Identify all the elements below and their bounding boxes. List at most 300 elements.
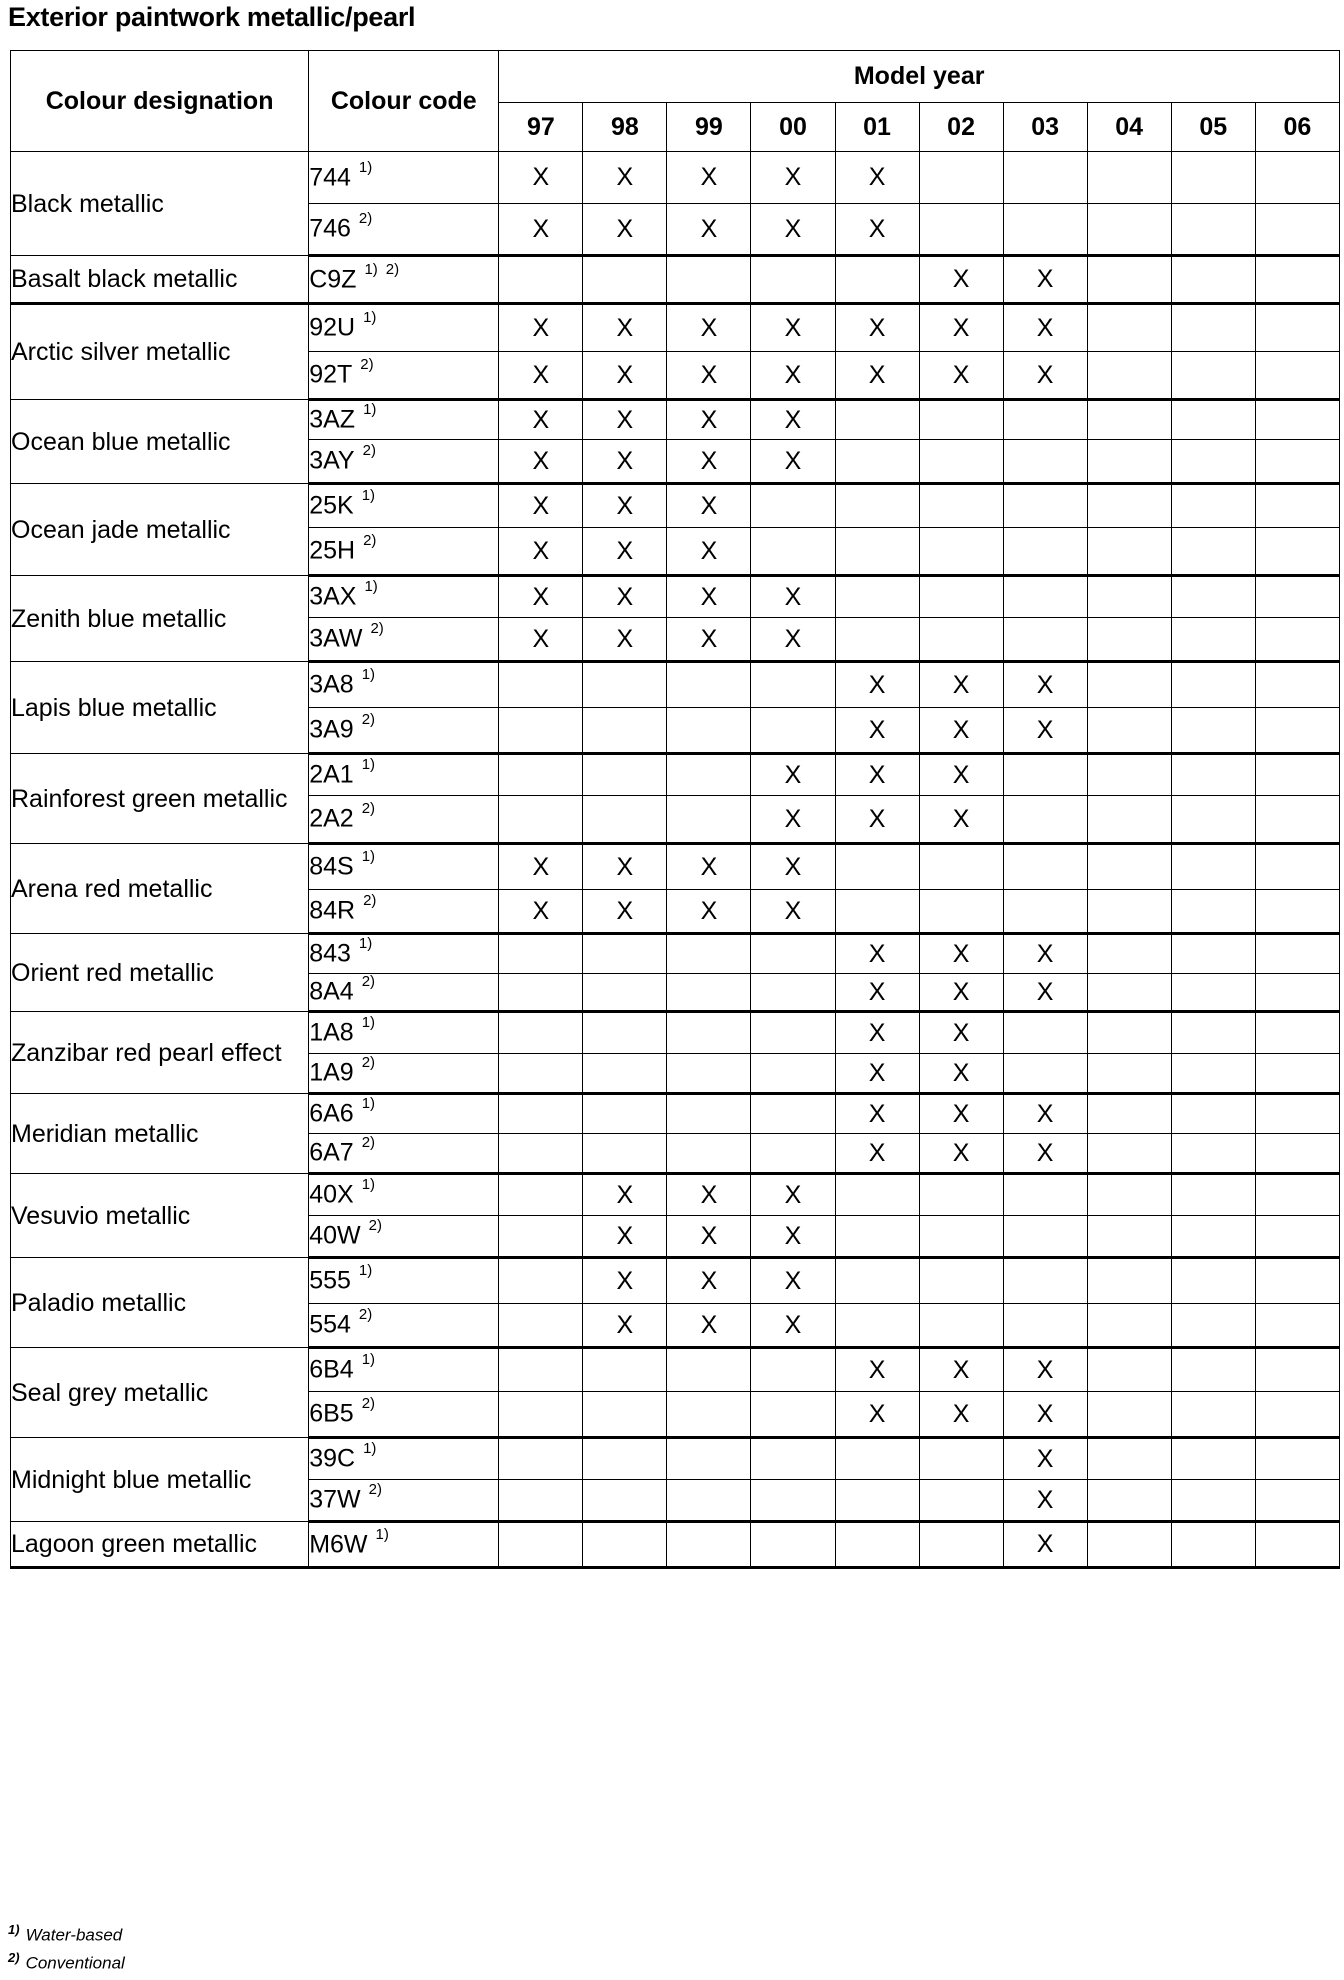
year-cell-98 — [583, 618, 667, 662]
year-cell-99 — [667, 1134, 751, 1174]
year-cell-00 — [751, 1054, 835, 1094]
footnote-text: Conventional — [25, 1953, 125, 1973]
colour-code: 3AW — [309, 624, 363, 653]
year-cell-06 — [1255, 1348, 1339, 1392]
year-cell-06 — [1255, 796, 1339, 844]
year-cell-05 — [1171, 1438, 1255, 1480]
year-cell-04 — [1087, 440, 1171, 484]
availability-mark: X — [700, 1180, 718, 1209]
year-cell-02 — [919, 484, 1003, 528]
year-cell-04 — [1087, 1258, 1171, 1304]
table-body — [11, 152, 1340, 1568]
availability-mark: X — [952, 977, 970, 1006]
year-cell-06 — [1255, 1174, 1339, 1216]
year-cell-05 — [1171, 890, 1255, 934]
year-cell-97 — [499, 890, 583, 934]
year-cell-01 — [835, 1480, 919, 1522]
year-cell-98 — [583, 152, 667, 204]
colour-designation-header: Colour designation — [11, 51, 309, 152]
colour-code-cell — [309, 844, 499, 890]
year-cell-02 — [919, 256, 1003, 304]
year-cell-99 — [667, 528, 751, 576]
year-cell-97 — [499, 152, 583, 204]
year-cell-05 — [1171, 304, 1255, 352]
year-cell-02 — [919, 528, 1003, 576]
table-row — [11, 1348, 1340, 1392]
colour-designation-cell: Vesuvio metallic — [11, 1174, 309, 1258]
year-cell-01 — [835, 440, 919, 484]
year-header-00: 00 — [751, 103, 835, 152]
footnote-ref: 1) — [361, 487, 376, 505]
year-cell-04 — [1087, 204, 1171, 256]
colour-code-cell — [309, 662, 499, 708]
year-cell-05 — [1171, 662, 1255, 708]
year-cell-01 — [835, 400, 919, 440]
table-row — [11, 256, 1340, 304]
availability-mark: X — [616, 405, 634, 434]
availability-mark: X — [952, 265, 970, 293]
year-cell-97 — [499, 1522, 583, 1568]
colour-code-cell — [309, 754, 499, 796]
footnote-ref: 2) — [362, 442, 376, 460]
footnote — [8, 1950, 125, 1974]
colour-code: 8A4 — [309, 977, 354, 1006]
year-cell-02 — [919, 152, 1003, 204]
year-cell-99 — [667, 352, 751, 400]
availability-mark: X — [952, 1018, 970, 1047]
year-cell-99 — [667, 204, 751, 256]
year-cell-98 — [583, 1304, 667, 1348]
colour-code: 37W — [309, 1485, 361, 1514]
year-cell-98 — [583, 844, 667, 890]
availability-mark: X — [532, 896, 550, 925]
colour-code-cell — [309, 1304, 499, 1348]
year-cell-00 — [751, 400, 835, 440]
year-cell-97 — [499, 1054, 583, 1094]
year-cell-01 — [835, 1348, 919, 1392]
year-header-97: 97 — [499, 103, 583, 152]
year-cell-05 — [1171, 400, 1255, 440]
year-cell-97 — [499, 304, 583, 352]
availability-mark: X — [784, 313, 802, 342]
year-cell-03 — [1003, 528, 1087, 576]
colour-code-cell — [309, 440, 499, 484]
colour-code-cell — [309, 974, 499, 1012]
year-cell-00 — [751, 528, 835, 576]
footnote-mark: 2) — [8, 1950, 20, 1965]
year-cell-05 — [1171, 708, 1255, 754]
year-cell-02 — [919, 1012, 1003, 1054]
year-cell-03 — [1003, 440, 1087, 484]
table-row — [11, 1438, 1340, 1480]
availability-mark: X — [532, 491, 550, 520]
availability-mark: X — [784, 405, 802, 434]
year-cell-98 — [583, 1174, 667, 1216]
year-cell-03 — [1003, 1216, 1087, 1258]
year-cell-04 — [1087, 708, 1171, 754]
year-cell-01 — [835, 844, 919, 890]
colour-designation-cell: Arctic silver metallic — [11, 304, 309, 400]
year-cell-04 — [1087, 304, 1171, 352]
availability-mark: X — [868, 670, 886, 699]
year-cell-99 — [667, 1012, 751, 1054]
availability-mark: X — [868, 715, 886, 744]
year-cell-00 — [751, 1258, 835, 1304]
footnote-ref: 2) — [363, 892, 377, 910]
year-cell-01 — [835, 890, 919, 934]
year-cell-05 — [1171, 1174, 1255, 1216]
footnote-text: Water-based — [25, 1925, 123, 1945]
availability-mark: X — [532, 582, 550, 611]
colour-code: 25K — [309, 491, 354, 520]
availability-mark: X — [784, 804, 802, 833]
footnote-ref: 1) — [364, 578, 378, 596]
table-row — [11, 754, 1340, 796]
year-cell-00 — [751, 484, 835, 528]
year-cell-01 — [835, 1054, 919, 1094]
year-cell-97 — [499, 528, 583, 576]
table-row — [11, 1174, 1340, 1216]
year-cell-04 — [1087, 1012, 1171, 1054]
colour-code: 2A2 — [309, 804, 354, 833]
year-cell-04 — [1087, 1304, 1171, 1348]
availability-mark: X — [532, 624, 550, 653]
year-cell-05 — [1171, 1522, 1255, 1568]
year-cell-03 — [1003, 352, 1087, 400]
availability-mark: X — [952, 1399, 970, 1428]
year-cell-98 — [583, 1480, 667, 1522]
year-cell-01 — [835, 352, 919, 400]
availability-mark: X — [532, 405, 550, 434]
availability-mark: X — [616, 1221, 634, 1250]
availability-mark: X — [952, 360, 970, 389]
year-cell-99 — [667, 1480, 751, 1522]
year-header-98: 98 — [583, 103, 667, 152]
year-cell-00 — [751, 256, 835, 304]
year-cell-02 — [919, 1438, 1003, 1480]
year-cell-99 — [667, 1216, 751, 1258]
year-cell-06 — [1255, 662, 1339, 708]
year-cell-98 — [583, 1054, 667, 1094]
year-cell-05 — [1171, 484, 1255, 528]
year-cell-03 — [1003, 974, 1087, 1012]
availability-mark: X — [1036, 1485, 1054, 1514]
year-cell-01 — [835, 708, 919, 754]
year-cell-04 — [1087, 1134, 1171, 1174]
year-cell-01 — [835, 152, 919, 204]
colour-code-cell — [309, 400, 499, 440]
colour-designation-cell: Paladio metallic — [11, 1258, 309, 1348]
year-cell-98 — [583, 576, 667, 618]
footnote-ref: 2) — [368, 1481, 382, 1499]
year-cell-06 — [1255, 528, 1339, 576]
footnote-ref: 2) — [361, 711, 376, 729]
year-cell-97 — [499, 1094, 583, 1134]
colour-code: C9Z — [309, 265, 357, 294]
colour-code: M6W — [309, 1530, 368, 1559]
table-row — [11, 576, 1340, 618]
colour-code: 92T — [309, 360, 353, 389]
availability-mark: X — [1036, 1444, 1054, 1473]
table-row — [11, 1012, 1340, 1054]
year-cell-04 — [1087, 974, 1171, 1012]
table-row — [11, 662, 1340, 708]
availability-mark: X — [1036, 1099, 1054, 1128]
table-row — [11, 1094, 1340, 1134]
year-cell-02 — [919, 1134, 1003, 1174]
year-cell-06 — [1255, 1392, 1339, 1438]
availability-mark: X — [868, 977, 886, 1006]
availability-mark: X — [700, 163, 718, 191]
year-cell-97 — [499, 618, 583, 662]
footnote-ref: 1) — [361, 1176, 376, 1194]
year-cell-00 — [751, 1174, 835, 1216]
year-cell-97 — [499, 1012, 583, 1054]
year-cell-02 — [919, 352, 1003, 400]
year-cell-03 — [1003, 754, 1087, 796]
footnote-ref: 1) — [363, 1440, 377, 1458]
year-cell-02 — [919, 662, 1003, 708]
year-cell-01 — [835, 618, 919, 662]
year-cell-99 — [667, 1094, 751, 1134]
availability-mark: X — [700, 491, 718, 520]
year-cell-99 — [667, 256, 751, 304]
year-cell-99 — [667, 304, 751, 352]
year-cell-02 — [919, 708, 1003, 754]
availability-mark: X — [868, 313, 886, 342]
year-cell-01 — [835, 754, 919, 796]
year-cell-97 — [499, 1174, 583, 1216]
colour-designation-cell: Lagoon green metallic — [11, 1522, 309, 1568]
availability-mark: X — [700, 852, 718, 881]
year-cell-06 — [1255, 1438, 1339, 1480]
year-cell-99 — [667, 708, 751, 754]
year-cell-98 — [583, 484, 667, 528]
availability-mark: X — [784, 446, 802, 475]
year-cell-03 — [1003, 662, 1087, 708]
table-row — [11, 484, 1340, 528]
year-cell-98 — [583, 1348, 667, 1392]
availability-mark: X — [700, 1310, 718, 1339]
year-cell-06 — [1255, 844, 1339, 890]
year-cell-05 — [1171, 934, 1255, 974]
footnote-ref: 1) — [358, 1262, 373, 1280]
year-cell-02 — [919, 618, 1003, 662]
colour-designation-cell: Midnight blue metallic — [11, 1438, 309, 1522]
year-cell-06 — [1255, 1480, 1339, 1522]
footnote-ref: 2) — [358, 1306, 373, 1324]
year-cell-00 — [751, 1522, 835, 1568]
colour-code-cell — [309, 204, 499, 256]
colour-code: 3A9 — [309, 715, 354, 744]
year-cell-99 — [667, 576, 751, 618]
availability-mark: X — [700, 405, 718, 434]
availability-mark: X — [616, 1310, 634, 1339]
year-cell-03 — [1003, 618, 1087, 662]
year-cell-03 — [1003, 1522, 1087, 1568]
year-cell-00 — [751, 890, 835, 934]
colour-code-cell — [309, 1348, 499, 1392]
availability-mark: X — [952, 670, 970, 699]
year-cell-03 — [1003, 576, 1087, 618]
year-cell-02 — [919, 1480, 1003, 1522]
availability-mark: X — [784, 624, 802, 653]
colour-code-cell — [309, 484, 499, 528]
availability-mark: X — [784, 214, 802, 243]
year-cell-99 — [667, 796, 751, 844]
availability-mark: X — [1036, 1355, 1054, 1384]
year-cell-04 — [1087, 484, 1171, 528]
year-cell-05 — [1171, 204, 1255, 256]
year-cell-01 — [835, 304, 919, 352]
footnote-ref: 1) — [375, 1525, 389, 1543]
year-cell-05 — [1171, 528, 1255, 576]
footnote-mark: 1) — [8, 1922, 20, 1937]
year-cell-00 — [751, 618, 835, 662]
year-cell-06 — [1255, 152, 1339, 204]
availability-mark: X — [868, 1355, 886, 1384]
year-cell-01 — [835, 662, 919, 708]
availability-mark: X — [952, 1099, 970, 1128]
year-cell-01 — [835, 576, 919, 618]
year-cell-98 — [583, 440, 667, 484]
year-cell-02 — [919, 576, 1003, 618]
colour-code: 2A1 — [309, 760, 354, 789]
year-cell-98 — [583, 754, 667, 796]
year-header-99: 99 — [667, 103, 751, 152]
year-cell-04 — [1087, 1216, 1171, 1258]
availability-mark: X — [616, 896, 634, 925]
colour-code: 843 — [309, 939, 351, 968]
year-cell-04 — [1087, 796, 1171, 844]
year-cell-04 — [1087, 152, 1171, 204]
colour-code: 746 — [309, 214, 351, 243]
availability-mark: X — [616, 582, 634, 611]
year-cell-05 — [1171, 1392, 1255, 1438]
availability-mark: X — [532, 214, 550, 243]
availability-mark: X — [1036, 939, 1054, 968]
table-row — [11, 400, 1340, 440]
availability-mark: X — [700, 1221, 718, 1250]
footnote-ref: 1) — [361, 756, 376, 774]
year-cell-05 — [1171, 844, 1255, 890]
colour-code-header: Colour code — [309, 51, 499, 152]
availability-mark: X — [532, 446, 550, 475]
year-cell-99 — [667, 484, 751, 528]
year-cell-97 — [499, 662, 583, 708]
colour-code: 1A8 — [309, 1018, 354, 1047]
year-cell-00 — [751, 204, 835, 256]
year-cell-05 — [1171, 1348, 1255, 1392]
year-cell-01 — [835, 934, 919, 974]
colour-code-cell — [309, 618, 499, 662]
colour-code-cell — [309, 1174, 499, 1216]
year-cell-97 — [499, 256, 583, 304]
year-cell-03 — [1003, 152, 1087, 204]
year-cell-98 — [583, 204, 667, 256]
year-cell-06 — [1255, 304, 1339, 352]
year-cell-98 — [583, 1522, 667, 1568]
year-cell-02 — [919, 754, 1003, 796]
footnote-ref: 2) — [361, 973, 376, 991]
availability-mark: X — [868, 163, 886, 191]
footnote-ref: 1) — [358, 158, 373, 176]
availability-mark: X — [784, 360, 802, 389]
colour-code-cell — [309, 1392, 499, 1438]
year-cell-98 — [583, 528, 667, 576]
colour-code: 6A6 — [309, 1099, 354, 1128]
year-cell-01 — [835, 528, 919, 576]
availability-mark: X — [700, 313, 718, 342]
year-cell-05 — [1171, 440, 1255, 484]
availability-mark: X — [616, 360, 634, 389]
year-cell-99 — [667, 440, 751, 484]
availability-mark: X — [952, 760, 970, 789]
year-cell-97 — [499, 1216, 583, 1258]
footnote-ref: 1) — [363, 309, 377, 327]
colour-code-cell — [309, 256, 499, 304]
colour-designation-cell: Ocean blue metallic — [11, 400, 309, 484]
year-cell-02 — [919, 304, 1003, 352]
year-cell-03 — [1003, 256, 1087, 304]
year-header-06: 06 — [1255, 103, 1339, 152]
year-cell-06 — [1255, 1054, 1339, 1094]
year-cell-05 — [1171, 1054, 1255, 1094]
availability-mark: X — [868, 1018, 886, 1047]
year-cell-98 — [583, 304, 667, 352]
colour-code: 84S — [309, 852, 354, 881]
availability-mark: X — [616, 624, 634, 653]
colour-code-cell — [309, 1094, 499, 1134]
year-cell-04 — [1087, 352, 1171, 400]
year-cell-04 — [1087, 1348, 1171, 1392]
year-cell-02 — [919, 844, 1003, 890]
year-cell-98 — [583, 400, 667, 440]
availability-mark: X — [1036, 977, 1054, 1006]
year-cell-99 — [667, 1348, 751, 1392]
availability-mark: X — [616, 1180, 634, 1209]
availability-mark: X — [532, 360, 550, 389]
year-cell-05 — [1171, 1094, 1255, 1134]
year-cell-06 — [1255, 352, 1339, 400]
availability-mark: X — [616, 214, 634, 243]
year-cell-99 — [667, 1392, 751, 1438]
footnote-ref: 1) — [361, 848, 376, 866]
year-cell-99 — [667, 974, 751, 1012]
colour-designation-cell: Ocean jade metallic — [11, 484, 309, 576]
year-cell-99 — [667, 934, 751, 974]
year-cell-01 — [835, 1216, 919, 1258]
colour-code: 40X — [309, 1180, 354, 1209]
colour-code: 25H — [309, 536, 356, 565]
footnote-ref: 2) — [385, 260, 400, 278]
colour-code-cell — [309, 934, 499, 974]
year-cell-97 — [499, 754, 583, 796]
year-cell-06 — [1255, 1522, 1339, 1568]
year-cell-02 — [919, 204, 1003, 256]
year-cell-02 — [919, 1054, 1003, 1094]
year-cell-01 — [835, 796, 919, 844]
year-cell-04 — [1087, 1174, 1171, 1216]
year-cell-00 — [751, 440, 835, 484]
year-cell-99 — [667, 1438, 751, 1480]
availability-mark: X — [784, 852, 802, 881]
colour-code: 3AY — [309, 446, 355, 475]
year-cell-02 — [919, 1304, 1003, 1348]
availability-mark: X — [700, 582, 718, 611]
year-cell-98 — [583, 256, 667, 304]
availability-mark: X — [1036, 313, 1054, 342]
